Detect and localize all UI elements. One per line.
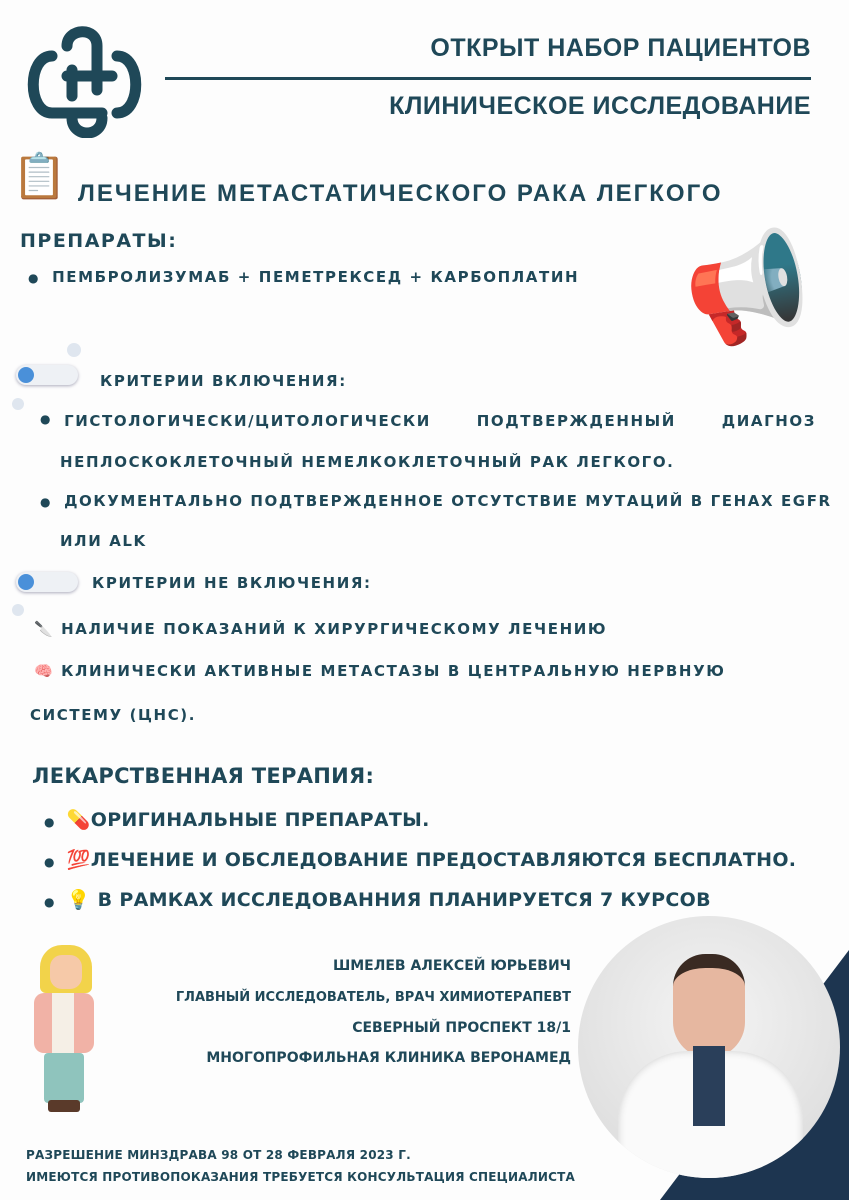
clinic-address: СЕВЕРНЫЙ ПРОСПЕКТ 18/1 — [352, 1020, 571, 1036]
doctor-role: ГЛАВНЫЙ ИССЛЕДОВАТЕЛЬ, ВРАЧ ХИМИОТЕРАПЕВТ — [175, 990, 571, 1005]
therapy-heading: ЛЕКАРСТВЕННАЯ ТЕРАПИЯ: — [32, 764, 375, 788]
list-item: ● 💊ОРИГИНАЛЬНЫЕ ПРЕПАРАТЫ. — [44, 809, 430, 831]
header-subtitle: КЛИНИЧЕСКОЕ ИССЛЕДОВАНИЕ — [389, 92, 811, 120]
bubble-decoration — [12, 398, 24, 410]
bubble-decoration — [67, 343, 81, 357]
list-item: ● ПЕМБРОЛИЗУМАБ + ПЕМЕТРЕКСЕД + КАРБОПЛАТИН — [28, 268, 580, 286]
page-title: ЛЕЧЕНИЕ МЕТАСТАТИЧЕСКОГО РАКА ЛЕГКОГО — [78, 180, 723, 207]
disclaimer-text: ИМЕЮТСЯ ПРОТИВОПОКАЗАНИЯ ТРЕБУЕТСЯ КОНСУЛЬТАЦИЯ СПЕЦИАЛИСТА — [26, 1170, 576, 1184]
logo-icon — [22, 18, 147, 138]
bubble-decoration — [12, 604, 24, 616]
header-title: ОТКРЫТ НАБОР ПАЦИЕНТОВ — [430, 34, 811, 62]
knife-icon: 🔪 — [34, 620, 55, 638]
list-item: 🧠 КЛИНИЧЕСКИ АКТИВНЫЕ МЕТАСТАЗЫ В ЦЕНТРАЛЬНУЮ НЕРВНУЮ — [34, 662, 726, 680]
exclusion-heading: КРИТЕРИИ НЕ ВКЛЮЧЕНИЯ: — [92, 574, 372, 592]
list-item-continued: НЕПЛОСКОКЛЕТОЧНЫЙ НЕМЕЛКОКЛЕТОЧНЫЙ РАК ЛЕГКОГО. — [60, 453, 675, 471]
list-item: ● 💡 В РАМКАХ ИССЛЕДОВАННИЯ ПЛАНИРУЕТСЯ 7 КУРСОВ — [44, 889, 711, 911]
inclusion-heading: КРИТЕРИИ ВКЛЮЧЕНИЯ: — [100, 372, 347, 390]
header-divider — [165, 77, 811, 80]
list-item: ● ДОКУМЕНТАЛЬНО ПОДТВЕРЖДЕННОЕ ОТСУТСТВИЕ МУТАЦИЙ В ГЕНАХ EGFR — [40, 492, 832, 510]
clinic-name: МНОГОПРОФИЛЬНАЯ КЛИНИКА ВЕРОНАМЕД — [206, 1050, 571, 1066]
clipboard-icon: 📋 — [12, 151, 67, 202]
list-item: ● ГИСТОЛОГИЧЕСКИ/ЦИТОЛОГИЧЕСКИ ПОДТВЕРЖДЕННЫЙ ДИАГНОЗ — [40, 412, 816, 430]
list-item: 🔪 НАЛИЧИЕ ПОКАЗАНИЙ К ХИРУРГИЧЕСКОМУ ЛЕЧЕНИЮ — [34, 620, 608, 638]
toggle-decoration — [16, 572, 78, 592]
doctor-name: ШМЕЛЕВ АЛЕКСЕЙ ЮРЬЕВИЧ — [332, 958, 571, 974]
permit-text: РАЗРЕШЕНИЕ МИНЗДРАВА 98 ОТ 28 ФЕВРАЛЯ 2023 Г. — [26, 1148, 411, 1162]
character-illustration — [22, 945, 112, 1115]
hundred-icon: 💯 — [66, 849, 91, 871]
megaphone-icon: 📢 — [675, 220, 819, 357]
list-item: ● 💯ЛЕЧЕНИЕ И ОБСЛЕДОВАНИЕ ПРЕДОСТАВЛЯЮТСЯ БЕСПЛАТНО. — [44, 849, 797, 871]
drugs-heading: ПРЕПАРАТЫ: — [20, 230, 178, 252]
doctor-photo — [578, 916, 840, 1178]
lightbulb-icon: 💡 — [66, 889, 91, 911]
toggle-decoration — [16, 365, 78, 385]
brain-icon: 🧠 — [34, 662, 55, 680]
list-item-continued: СИСТЕМУ (ЦНС). — [30, 706, 197, 724]
pill-icon: 💊 — [66, 809, 91, 831]
list-item-continued: ИЛИ ALK — [60, 532, 147, 550]
